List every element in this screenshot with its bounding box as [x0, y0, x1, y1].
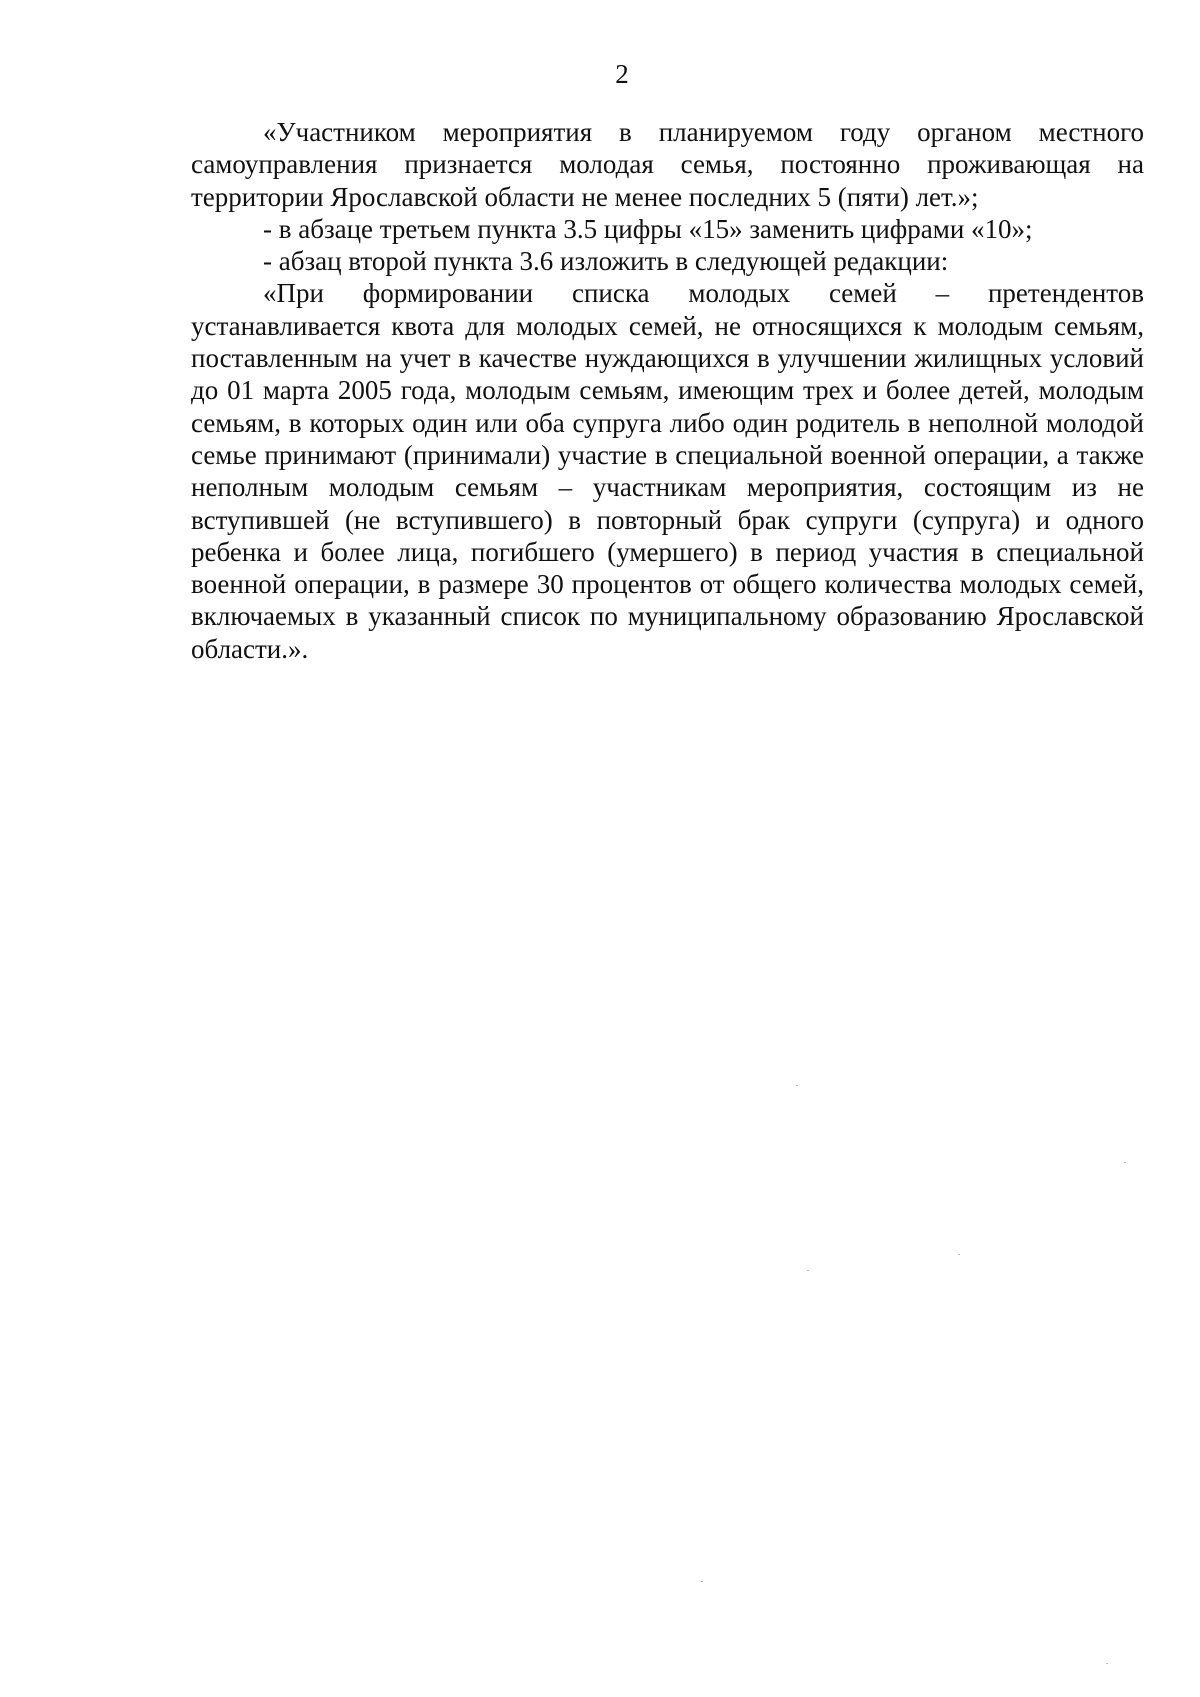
scan-speck [1106, 1663, 1108, 1664]
scan-speck [958, 1254, 960, 1255]
paragraph-quota-text: «При формировании списка молодых семей – претендентов устанавливается квота для молодых семей, не относящихся к молодым семьям, поставленным на учет в качестве нуждающихся в улучшении жилищных условий до 01 марта 2005 года, молодым семьям, имеющим трех и более детей, молодым семьям, в которых один или оба супруга либо один родитель в неполной молодой семье принимают (принимали) участие в специальной военной операции, а также неполным молодым семьям – участникам мероприятия, состоящим из не вступившей (не вступившего) в повторный брак супруги (супруга) и одного ребенка и более лица, погибшего (умершего) в период участия в специальной военной операции, в размере 30 процентов от общего количества молодых семей, включаемых в указанный список по муниципальному образованию Ярославской области.». [191, 278, 1144, 664]
paragraph-participant-definition: «Участником мероприятия в планируемом году органом местного самоуправления признается молодая семья, постоянно проживающая на территории Ярославской области не менее последних 5 (пяти) лет.»; [191, 117, 1144, 212]
page-number: 2 [615, 59, 629, 89]
scan-speck [701, 1581, 703, 1582]
document-body [191, 116, 1144, 665]
paragraph-amendment-3-6: - абзац второй пункта 3.6 изложить в следующей редакции: [263, 246, 949, 277]
scan-speck [1124, 1162, 1126, 1163]
paragraph-amendment-3-5: - в абзаце третьем пункта 3.5 цифры «15» заменить цифрами «10»; [263, 213, 1033, 244]
scan-speck [807, 1270, 809, 1271]
scan-speck [796, 1085, 798, 1086]
